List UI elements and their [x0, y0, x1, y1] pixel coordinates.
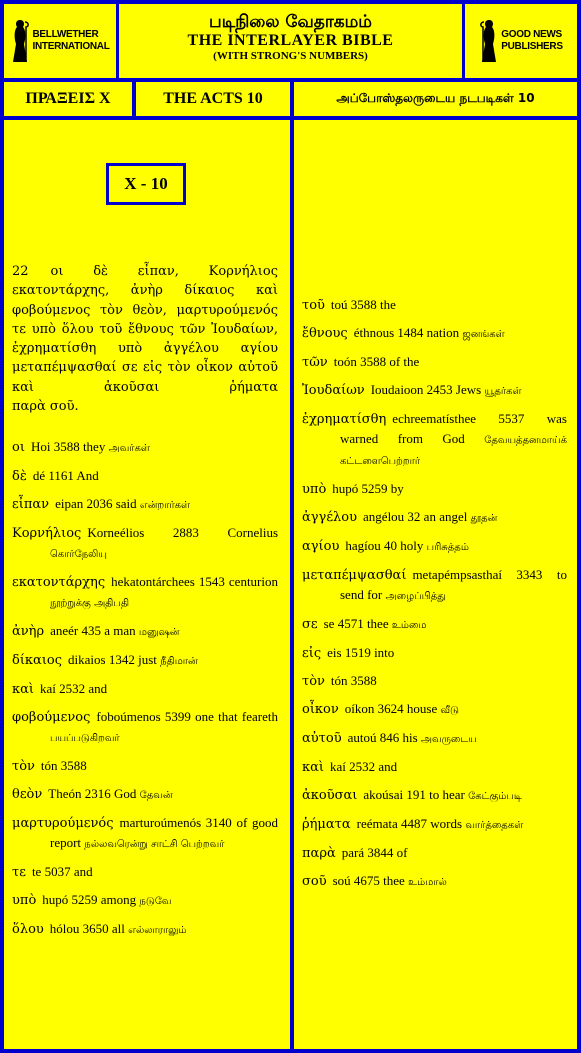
right-word-list [302, 295, 567, 900]
transliteration: eipan 2036 said [55, 496, 140, 511]
tamil-meaning: யூதர்கள் [484, 386, 522, 397]
greek-word: τὸν [12, 759, 35, 774]
tamil-meaning: கொர்நேலியு [50, 549, 107, 560]
book-greek: ΠΡΑΞΕΙΣ Χ [4, 82, 132, 116]
tamil-meaning: பயப்படுகிறவர் [50, 733, 120, 744]
word-entry [12, 650, 278, 671]
transliteration: dikaios 1342 just [68, 652, 161, 667]
greek-word: εἶπαν [12, 497, 50, 512]
transliteration: toón 3588 of the [333, 354, 420, 369]
word-entry [302, 352, 567, 372]
word-entry [302, 814, 567, 835]
word-entry [302, 785, 567, 806]
verse-number: 22 [12, 264, 29, 279]
greek-word: τῶν [302, 355, 328, 370]
tamil-meaning: நூற்றுக்கு அதிபதி [50, 598, 130, 609]
word-entry [12, 862, 278, 882]
book-tamil: அப்போஸ்தலருடைய நடபடிகள் 10 [294, 82, 577, 116]
greek-word: υπὸ [302, 482, 327, 497]
word-entry [12, 494, 278, 515]
tamil-meaning: உம்மை [391, 620, 427, 631]
greek-word: Ἰουδαίων [302, 383, 365, 398]
transliteration: hagíou 40 holy [345, 538, 427, 553]
transliteration: soú 4675 thee [332, 873, 409, 888]
tamil-meaning: தூதன் [470, 513, 498, 524]
word-entry [12, 919, 278, 940]
logo-line1: BELLWETHER [32, 29, 99, 40]
transliteration: metapémpsasthaí 3343 to send for [340, 567, 567, 602]
logo-line2: INTERNATIONAL [32, 41, 110, 52]
bellwether-logo [4, 4, 116, 78]
left-word-list [12, 437, 278, 948]
transliteration: éthnous 1484 nation [353, 325, 463, 340]
word-entry [302, 565, 567, 606]
word-entry [302, 643, 567, 663]
greek-word: αγίου [302, 539, 340, 554]
tamil-meaning: நல்லவரென்று சாட்சி பெற்றவர் [84, 839, 225, 850]
greek-word: εἰς [302, 646, 322, 661]
word-entry [12, 437, 278, 458]
page-subtitle: (WITH STRONG'S NUMBERS) [213, 50, 368, 62]
page-title: THE INTERLAYER BIBLE [187, 32, 394, 49]
greek-word: οι [12, 440, 25, 455]
greek-word: ὅλου [12, 922, 44, 937]
transliteration: pará 3844 of [341, 845, 408, 860]
word-entry [302, 409, 567, 471]
logo-line2: PUBLISHERS [501, 41, 563, 52]
chapter-badge: X - 10 [106, 163, 186, 205]
tamil-meaning: எல்லாராலும் [128, 925, 187, 936]
word-entry [12, 621, 278, 642]
word-entry [302, 671, 567, 691]
word-entry [302, 728, 567, 749]
transliteration: akoúsai 191 to hear [363, 787, 469, 802]
word-entry [12, 890, 278, 911]
greek-word: θεὸν [12, 787, 43, 802]
transliteration: oíkon 3624 house [344, 701, 441, 716]
title-block [119, 4, 462, 78]
transliteration: tón 3588 [330, 673, 377, 688]
word-entry [12, 466, 278, 486]
transliteration: hupó 5259 among [42, 892, 140, 907]
transliteration: hekatontárchees 1543 centurion [111, 574, 278, 589]
tamil-meaning: நடுவே [139, 896, 172, 907]
greek-word: ἐχρηματίσθη [302, 412, 387, 427]
tamil-meaning: உம்மால் [408, 877, 447, 888]
greek-word: ἀγγέλου [302, 510, 358, 525]
greek-word: σε [302, 617, 318, 632]
transliteration: aneér 435 a man [50, 623, 139, 638]
transliteration: Kornеélios 2883 Cornelius [87, 525, 278, 540]
transliteration: foboúmenos 5399 one that feareth [96, 709, 278, 724]
transliteration: echreematísthee 5537 was warned from God [340, 411, 567, 446]
verse-text [12, 262, 278, 416]
transliteration: kaí 2532 and [40, 681, 108, 696]
greek-word: φοβούμενος [12, 710, 91, 725]
transliteration: se 4571 thee [323, 616, 392, 631]
tamil-meaning: வார்த்தைகள் [465, 820, 524, 831]
word-entry [302, 614, 567, 635]
word-entry [302, 757, 567, 777]
greek-word: αὐτοῦ [302, 731, 342, 746]
greek-word: μαρτυρούμενός [12, 816, 114, 831]
word-entry [302, 323, 567, 344]
word-entry [302, 380, 567, 401]
greek-word: τε [12, 865, 26, 880]
transliteration: hupó 5259 by [332, 481, 404, 496]
greek-word: σοῦ [302, 874, 327, 889]
greek-word: τοῦ [302, 298, 325, 313]
tamil-meaning: அவர்கள் [108, 443, 150, 454]
good-news-logo [465, 4, 577, 78]
tamil-meaning: வீடு [440, 705, 459, 716]
transliteration: marturoúmenós 3140 of good report [50, 815, 278, 850]
word-entry [302, 843, 567, 863]
transliteration: te 5037 and [31, 864, 93, 879]
greek-word: μεταπέμψασθαί [302, 568, 407, 583]
greek-word: καὶ [12, 682, 35, 697]
greek-word: ἔθνους [302, 326, 348, 341]
transliteration: eis 1519 into [327, 645, 395, 660]
greek-word: ἀκοῦσαι [302, 788, 358, 803]
shepherd-icon [10, 18, 30, 64]
word-entry [12, 784, 278, 805]
word-entry [302, 295, 567, 315]
greek-word: υπὸ [12, 893, 37, 908]
transliteration: dé 1161 And [32, 468, 99, 483]
tamil-meaning: தேவன் [139, 790, 173, 801]
transliteration: hólou 3650 all [49, 921, 129, 936]
word-entry [302, 871, 567, 892]
word-entry [12, 523, 278, 564]
greek-word: ἀνὴρ [12, 624, 45, 639]
tamil-meaning: நீதிமான் [160, 656, 198, 667]
tamil-meaning: பரிசுத்தம் [426, 542, 469, 553]
tamil-meaning: என்றார்கள் [139, 500, 191, 511]
transliteration: angélou 32 an angel [363, 509, 471, 524]
transliteration: kaí 2532 and [330, 759, 398, 774]
transliteration: autoú 846 his [347, 730, 421, 745]
transliteration: Hoi 3588 they [30, 439, 109, 454]
tamil-meaning: கேட்கும்படி [468, 791, 522, 802]
greek-word: ῥήματα [302, 817, 351, 832]
greek-word: οἶκον [302, 702, 339, 717]
transliteration: Ioudaioon 2453 Jews [370, 382, 485, 397]
greek-word: δὲ [12, 469, 27, 484]
book-english: THE ACTS 10 [136, 82, 290, 116]
greek-word: Κορνήλιος [12, 526, 82, 541]
greek-word: παρὰ [302, 846, 336, 861]
tamil-meaning: தேவயத்தனமாய்க் கட்டளைபெற்றார் [340, 435, 567, 467]
word-entry [302, 507, 567, 528]
word-entry [302, 479, 567, 499]
verse-body: οι δὲ εἶπαν, Κορνήλιος εκατοντάρχης, ἀνὴρ δίκαιος καὶ φοβούμενος τὸν θεὸν, μαρτυρούμενός τε υπὸ ὅλου τοῦ ἔθνους τῶν Ἰουδαίων, ἐχρηματίσθη υπὸ ἀγγέλου αγίου μεταπέμψασθαί σε εἰς τὸν οἶκον αὐτοῦ καὶ ἀκοῦσαι ῥήματα [12, 264, 278, 395]
tamil-meaning: மனுஷன் [138, 627, 180, 638]
word-entry [12, 572, 278, 613]
word-entry [12, 679, 278, 699]
title-tamil: படிநிலை வேதாகமம் [209, 12, 372, 32]
word-entry [12, 756, 278, 776]
word-entry [12, 813, 278, 854]
shepherd-icon [479, 18, 499, 64]
verse-last-line: παρὰ σοῦ. [12, 399, 79, 415]
tamil-meaning: அவருடைய [420, 734, 477, 745]
greek-word: καὶ [302, 760, 325, 775]
tamil-meaning: அழைப்பித்து [385, 591, 446, 602]
transliteration: reémata 4487 words [356, 816, 466, 831]
tamil-meaning: ஜனங்கள் [462, 329, 505, 340]
word-entry [302, 699, 567, 720]
logo-line1: GOOD NEWS [501, 29, 562, 40]
word-entry [302, 536, 567, 557]
greek-word: δίκαιος [12, 653, 63, 668]
transliteration: Theón 2316 God [48, 786, 140, 801]
transliteration: toú 3588 the [330, 297, 396, 312]
greek-word: εκατοντάρχης [12, 575, 106, 590]
transliteration: tón 3588 [40, 758, 87, 773]
greek-word: τὸν [302, 674, 325, 689]
word-entry [12, 707, 278, 748]
